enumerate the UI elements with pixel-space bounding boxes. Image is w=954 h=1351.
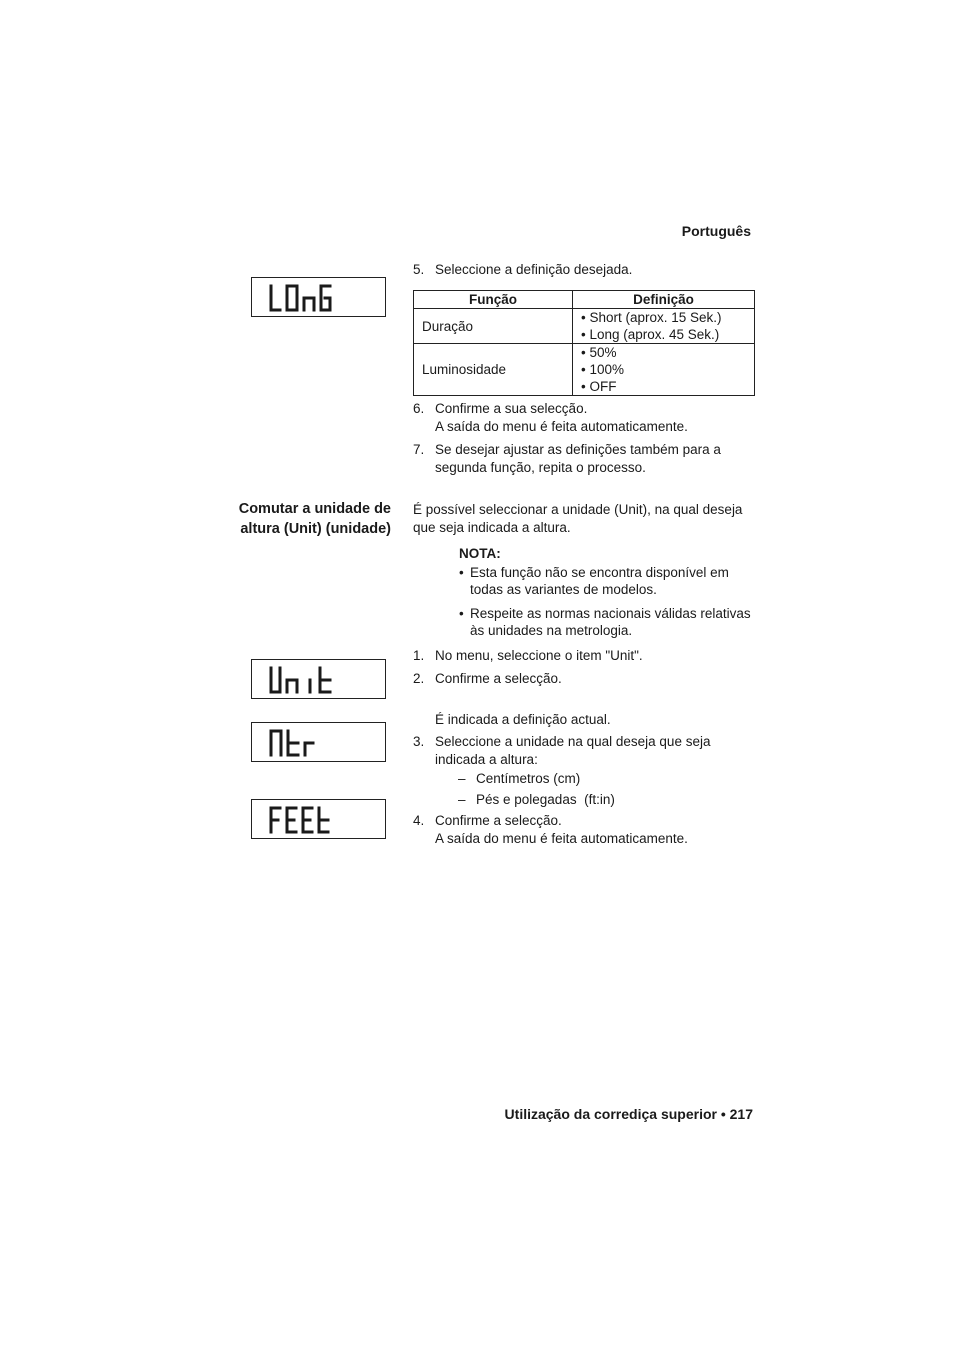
note-text: todas as variantes de modelos. xyxy=(470,582,657,597)
step-text-2: segunda função, repita o processo. xyxy=(435,460,646,475)
option-item: • Long (aprox. 45 Sek.) xyxy=(581,327,720,342)
unit-option-label: Pés e polegadas (ft:in) xyxy=(476,792,615,807)
table-cell-function: Duração xyxy=(414,309,573,344)
table-header-definition: Definição xyxy=(573,291,755,309)
unit-step-2 xyxy=(413,670,758,688)
step-number: 5. xyxy=(413,262,425,277)
step-text: Confirme a selecção. xyxy=(435,813,562,828)
intro-line: que seja indicada a altura. xyxy=(413,520,571,535)
step-number: 1. xyxy=(413,648,425,663)
lcd-display-unit xyxy=(251,659,386,699)
note-item xyxy=(459,564,759,598)
step-7 xyxy=(413,441,758,477)
unit-step-1 xyxy=(413,647,758,665)
step-text: Seleccione a unidade na qual deseja que seja xyxy=(435,734,711,749)
step-text-2: indicada a altura: xyxy=(435,752,538,767)
step-number: 6. xyxy=(413,401,425,416)
section-title-line: altura (Unit) (unidade) xyxy=(240,521,391,537)
lcd-long-glyphs xyxy=(266,283,346,313)
lcd-display-feet xyxy=(251,799,386,839)
step-text-2: A saída do menu é feita automaticamente. xyxy=(435,831,688,846)
step-text-2: A saída do menu é feita automaticamente. xyxy=(435,419,688,434)
option-item: • Short (aprox. 15 Sek.) xyxy=(581,310,722,325)
step-number: 4. xyxy=(413,813,425,828)
lcd-unit-glyphs xyxy=(266,665,346,695)
note-text: Respeite as normas nacionais válidas relativas xyxy=(470,606,751,621)
unit-step-current xyxy=(413,711,758,729)
unit-step-3 xyxy=(413,733,758,769)
section-title-line: Comutar a unidade de xyxy=(238,501,391,517)
lcd-display-mtr xyxy=(251,722,386,762)
lcd-feet-glyphs xyxy=(266,805,346,835)
unit-option-label: Centímetros (cm) xyxy=(476,771,581,786)
unit-step-4 xyxy=(413,812,758,848)
table-header-row xyxy=(414,291,755,309)
table-cell-options xyxy=(573,344,755,396)
step-text: No menu, seleccione o item "Unit". xyxy=(435,648,643,663)
section-title xyxy=(200,499,391,539)
step-number: 7. xyxy=(413,442,425,457)
step-text: Confirme a sua selecção. xyxy=(435,401,588,416)
page-footer: Utilização da corrediça superior • 217 xyxy=(504,1106,753,1122)
option-item: • 100% xyxy=(581,362,625,377)
step-text: Confirme a selecção. xyxy=(435,671,562,686)
lcd-mtr-glyphs xyxy=(266,728,346,758)
note-item xyxy=(459,605,759,639)
table-cell-options xyxy=(573,309,755,344)
option-item: • OFF xyxy=(581,379,617,394)
lcd-display-long xyxy=(251,277,386,317)
table-row xyxy=(414,309,755,344)
table-header-function: Função xyxy=(414,291,573,309)
dash-marker: – xyxy=(458,771,466,786)
step-6 xyxy=(413,400,758,436)
note-text: às unidades na metrologia. xyxy=(470,623,633,638)
step-5 xyxy=(413,261,758,279)
step-number: 2. xyxy=(413,671,425,686)
step-number: 3. xyxy=(413,734,425,749)
language-header: Português xyxy=(681,223,751,239)
intro-line: É possível seleccionar a unidade (Unit), na qual deseja xyxy=(413,502,743,517)
bullet-icon: • xyxy=(459,606,464,621)
dash-marker: – xyxy=(458,792,466,807)
option-item: • 50% xyxy=(581,345,617,360)
step-text: Se desejar ajustar as definições também para a xyxy=(435,442,721,457)
step-text: É indicada a definição actual. xyxy=(435,712,611,727)
table-row xyxy=(414,344,755,396)
unit-option xyxy=(458,791,615,809)
bullet-icon: • xyxy=(459,565,464,580)
note-label: NOTA: xyxy=(459,546,501,561)
settings-table xyxy=(413,290,755,396)
note-text: Esta função não se encontra disponível em xyxy=(470,565,729,580)
unit-option xyxy=(458,770,580,788)
section-intro xyxy=(413,501,758,537)
step-text: Seleccione a definição desejada. xyxy=(435,262,633,277)
table-cell-function: Luminosidade xyxy=(414,344,573,396)
